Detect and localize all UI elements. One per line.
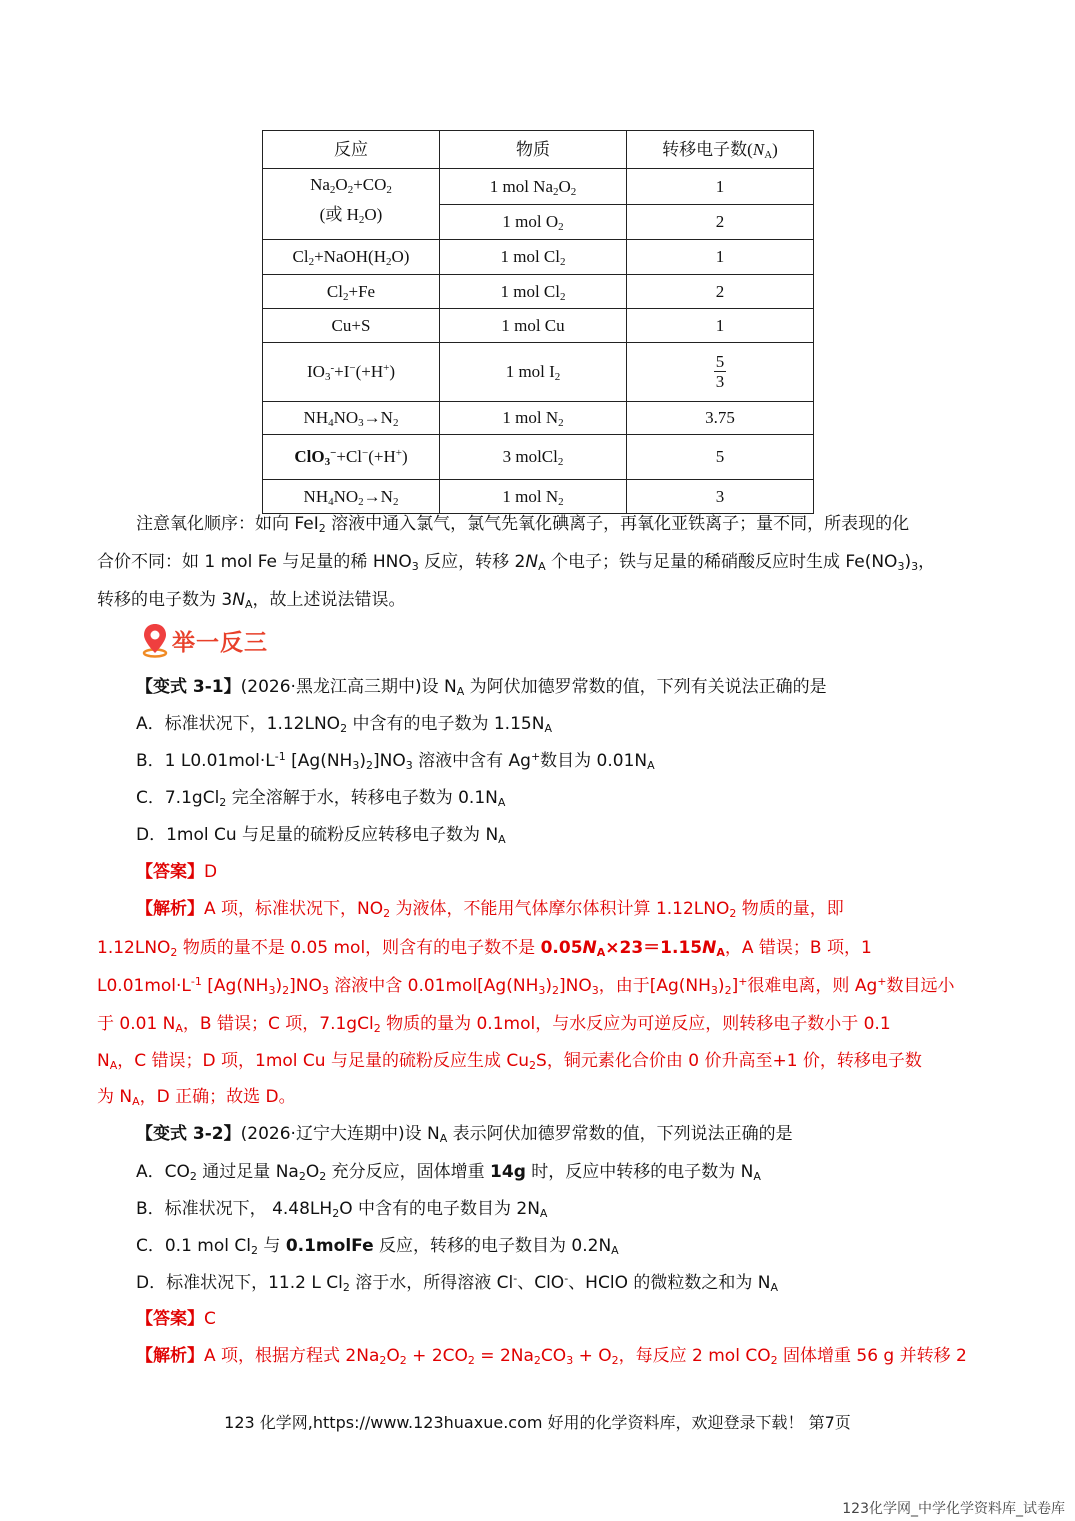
cell-electrons: 1 bbox=[627, 240, 814, 275]
table-row bbox=[263, 435, 814, 480]
cell-reaction: $IO_3^-+I^-(+H^+)$ bbox=[263, 343, 440, 402]
header-reaction: 反应 bbox=[263, 131, 440, 169]
watermark: 123化学网_中学化学资料库_试卷库 bbox=[842, 1501, 1065, 1517]
section-title: 举一反三 bbox=[172, 629, 268, 656]
q2-analysis-tag: 【解析】 bbox=[136, 1346, 204, 1366]
q1-analysis-line-5: $N_A$，C 错误；D 项，1mol Cu 与足量的硫粉反应生成 $Cu_2S$，铜元素化合价由 0 价升高至+1 价，转移电子数 bbox=[97, 1051, 922, 1072]
cell-reaction: $NH_4NO_3\to N_2$ bbox=[263, 402, 440, 435]
q1-analysis-line-4: 于 0.01 $N_A$，B 错误；C 项，7.1gCl$_2$ 物质的量为 0.1mol，与水反应为可逆反应，则转移电子数小于 0.1 bbox=[97, 1014, 891, 1035]
header-electrons: 转移电子数$(N_A)$ bbox=[627, 131, 814, 169]
q2-option-b: B．标准状况下， $4.48LH_2O$ 中含有的电子数目为 $2N_A$ bbox=[136, 1199, 548, 1220]
cell-electrons: 2 bbox=[627, 275, 814, 309]
q2-tag: 【变式 3-2】 bbox=[136, 1124, 241, 1144]
q1-analysis-line-2: $1.12LNO_2$ 物质的量不是 0.05 mol，则含有的电子数不是 $0.05N_A\times 23=1.15N_A$，A 错误；B 项，1 bbox=[97, 938, 872, 959]
cell-reaction: Cu+S bbox=[263, 309, 440, 343]
q2-option-d: D．标准状况下，11.2 L $Cl_2$ 溶于水，所得溶液 Cl-、ClO-、HClO 的微粒数之和为 $N_A$ bbox=[136, 1272, 779, 1294]
q1-stem: 【变式 3-1】(2026·黑龙江高三期中)设 $N_A$ 为阿伏加德罗常数的值，下列有关说法正确的是 bbox=[136, 677, 827, 698]
cell-reaction: $Cl_2+Fe$ bbox=[263, 275, 440, 309]
cell-electrons bbox=[627, 343, 814, 402]
table-row bbox=[263, 480, 814, 514]
table-row bbox=[263, 402, 814, 435]
cell-substance: 1 mol $O_2$ bbox=[440, 205, 627, 240]
cell-reaction: $Cl_2+NaOH(H_2O)$ bbox=[263, 240, 440, 275]
q2-analysis-line-1: 【解析】A 项，根据方程式 $2Na_2O_2 + 2CO_2 = 2Na_2CO_3 + O_2$，每反应 2 mol $CO_2$ 固体增重 56 g 并转移 2 bbox=[136, 1346, 967, 1367]
q1-option-b: B．1 $L0.01mol\cdot L^{-1}$ $[Ag(NH_3)_2]NO_3$ 溶液中含有 Ag+数目为 $0.01N_A$ bbox=[136, 750, 655, 772]
q1-analysis-line-1: 【解析】A 项，标准状况下，$NO_2$ 为液体，不能用气体摩尔体积计算 $1.12LNO_2$ 物质的量，即 bbox=[136, 899, 844, 920]
q1-answer-value: D bbox=[204, 862, 218, 882]
cell-electrons: 5 bbox=[627, 435, 814, 480]
table-row bbox=[263, 240, 814, 275]
cell-substance: 1 mol $Cl_2$ bbox=[440, 240, 627, 275]
note-line-2: 合价不同：如 1 mol Fe 与足量的稀 $HNO_3$ 反应，转移 $2N_A$ 个电子；铁与足量的稀硝酸反应时生成 $Fe(NO_3)_3$， bbox=[97, 552, 936, 573]
note-line-3: 转移的电子数为 $3N_A$，故上述说法错误。 bbox=[97, 590, 406, 611]
table-row bbox=[263, 343, 814, 402]
q1-option-a: A．标准状况下，$1.12LNO_2$ 中含有的电子数为 $1.15N_A$ bbox=[136, 714, 552, 735]
cell-substance: 1 mol $Na_2O_2$ bbox=[440, 169, 627, 205]
cell-reaction: $Na_2O_2+CO_2$ (或 $H_2O$) bbox=[263, 169, 440, 240]
location-pin-icon bbox=[140, 622, 170, 658]
section-header bbox=[140, 622, 268, 658]
q1-analysis-line-3: $L0.01mol\cdot L^{-1}$ $[Ag(NH_3)_2]NO_3$ 溶液中含 $0.01mol[Ag(NH_3)_2]NO_3$，由于$[Ag(NH_3)_2]^+$很难电离，则 Ag+数目远小 bbox=[97, 975, 955, 997]
note-line-1: 注意氧化顺序：如向 FeI$_2$ 溶液中通入氯气，氯气先氧化碘离子，再氧化亚铁离子；量不同，所表现的化 bbox=[136, 514, 910, 535]
q2-answer-value: C bbox=[204, 1309, 216, 1329]
cell-substance: 3 molCl$_2$ bbox=[440, 435, 627, 480]
q2-answer-tag: 【答案】 bbox=[136, 1309, 204, 1329]
cell-electrons: 3.75 bbox=[627, 402, 814, 435]
cell-substance: 1 mol $N_2$ bbox=[440, 402, 627, 435]
table-row bbox=[263, 169, 814, 205]
header-substance: 物质 bbox=[440, 131, 627, 169]
cell-reaction: $NH_4NO_2\to N_2$ bbox=[263, 480, 440, 514]
cell-substance: 1 mol Cu bbox=[440, 309, 627, 343]
cell-electrons: 1 bbox=[627, 309, 814, 343]
q1-option-c: C．7.1gCl$_2$ 完全溶解于水，转移电子数为 $0.1N_A$ bbox=[136, 788, 506, 809]
cell-substance: 1 mol $Cl_2$ bbox=[440, 275, 627, 309]
cell-electrons: 2 bbox=[627, 205, 814, 240]
cell-electrons: 3 bbox=[627, 480, 814, 514]
q1-analysis-tag: 【解析】 bbox=[136, 899, 204, 919]
cell-substance: 1 mol $I_2$ bbox=[440, 343, 627, 402]
q1-tag: 【变式 3-1】 bbox=[136, 677, 241, 697]
q1-option-d: D．1mol Cu 与足量的硫粉反应转移电子数为 $N_A$ bbox=[136, 825, 506, 846]
electron-transfer-table bbox=[262, 130, 814, 514]
q1-analysis-line-6: 为 $N_A$，D 正确；故选 D。 bbox=[97, 1087, 296, 1108]
q2-option-a: A．$CO_2$ 通过足量 $Na_2O_2$ 充分反应，固体增重 14g 时，反应中转移的电子数为 $N_A$ bbox=[136, 1162, 761, 1183]
fraction-five-thirds: $\frac{5}{3}$ bbox=[715, 351, 725, 392]
cell-electrons: 1 bbox=[627, 169, 814, 205]
table-row bbox=[263, 275, 814, 309]
q1-answer bbox=[136, 862, 217, 882]
table-header-row bbox=[263, 131, 814, 169]
cell-reaction: ClO$_3$−+Cl−(+H+) bbox=[263, 435, 440, 480]
page-footer: 123 化学网,https://www.123huaxue.com 好用的化学资料库，欢迎登录下载！ 第7页 bbox=[224, 1413, 851, 1432]
q2-stem: 【变式 3-2】(2026·辽宁大连期中)设 $N_A$ 表示阿伏加德罗常数的值，下列说法正确的是 bbox=[136, 1124, 793, 1145]
q1-answer-tag: 【答案】 bbox=[136, 862, 204, 882]
cell-substance: 1 mol $N_2$ bbox=[440, 480, 627, 514]
q2-answer bbox=[136, 1309, 216, 1329]
q2-option-c: C．0.1 mol $Cl_2$ 与 0.1molFe 反应，转移的电子数目为 $0.2N_A$ bbox=[136, 1236, 619, 1257]
table-row bbox=[263, 309, 814, 343]
